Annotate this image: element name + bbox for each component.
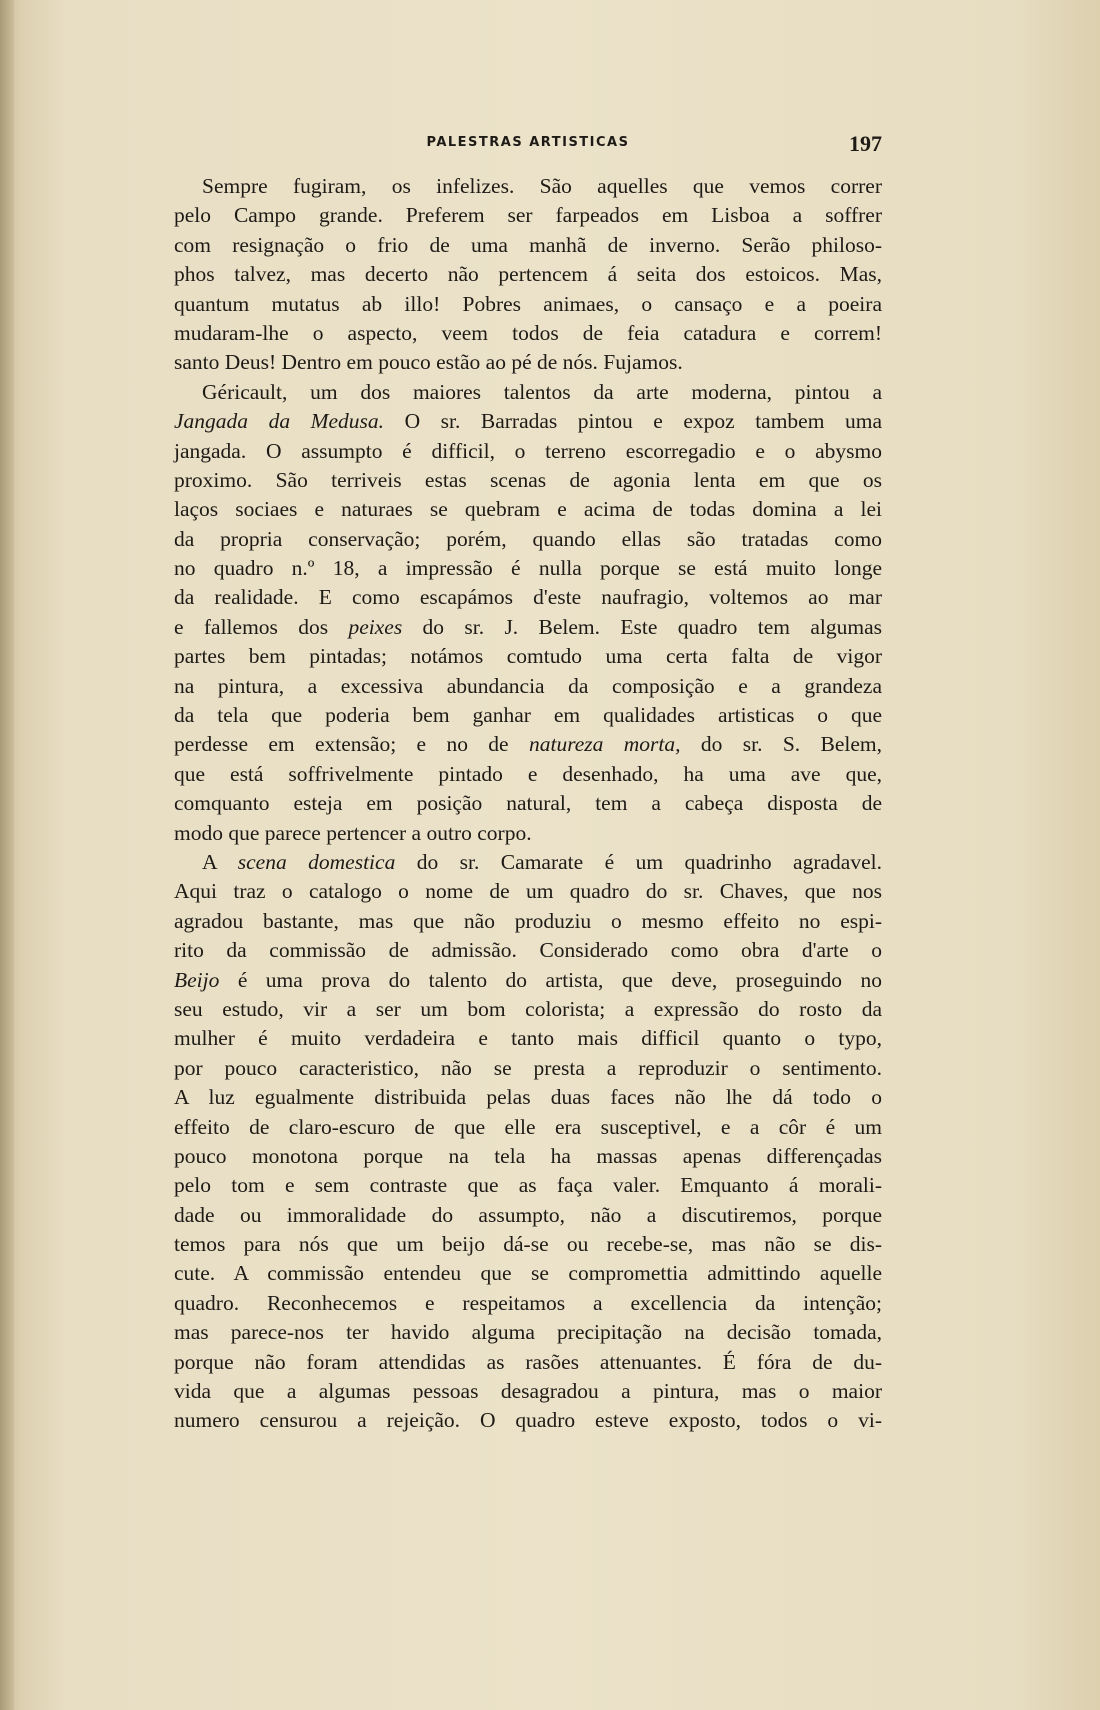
text-segment: proximo. São terriveis estas scenas de agonia lenta em que os [174, 467, 882, 492]
text-segment: seu estudo, vir a ser um bom colorista; a expressão do rosto da [174, 996, 882, 1021]
running-head [174, 131, 882, 161]
text-segment: mulher é muito verdadeira e tanto mais difficil quanto o typo, [174, 1026, 882, 1051]
body-text [174, 172, 882, 1436]
text-segment: O sr. Barradas pintou e expoz tambem uma [384, 409, 882, 434]
text-segment: vida que a algumas pessoas desagradou a pintura, mas o maior [174, 1379, 882, 1404]
text-segment: que está soffrivelmente pintado e desenhado, ha uma ave que, [174, 761, 882, 786]
text-segment: mudaram-lhe o aspecto, veem todos de feia catadura e correm! [174, 320, 882, 345]
text-line [174, 966, 882, 995]
text-line [174, 1377, 882, 1406]
text-line [174, 848, 882, 877]
text-segment: A [202, 849, 238, 874]
text-segment: partes bem pintadas; notámos comtudo uma certa falta de vigor [174, 644, 882, 669]
text-line [174, 1054, 882, 1083]
text-line [174, 789, 882, 818]
text-segment: pelo Campo grande. Preferem ser farpeados em Lisboa a soffrer [174, 203, 882, 228]
running-title: PALESTRAS ARTISTICAS [426, 135, 630, 150]
text-line [174, 437, 882, 466]
text-segment: por pouco caracteristico, não se presta a reproduzir o sentimento. [174, 1055, 882, 1080]
text-segment: comquanto esteja em posição natural, tem a cabeça disposta de [174, 791, 882, 816]
text-line [174, 231, 882, 260]
text-segment: dade ou immoralidade do assumpto, não a discutiremos, porque [174, 1202, 882, 1227]
text-line [174, 907, 882, 936]
text-segment: temos para nós que um beijo dá-se ou recebe-se, mas não se dis- [174, 1232, 882, 1257]
text-segment: do sr. J. Belem. Este quadro tem algumas [402, 614, 883, 639]
text-segment: quantum mutatus ab illo! Pobres animaes, o cansaço e a poeira [174, 291, 882, 316]
text-segment: pouco monotona porque na tela ha massas apenas differençadas [174, 1143, 882, 1168]
text-line [174, 466, 882, 495]
text-line [174, 378, 882, 407]
text-line [174, 701, 882, 730]
text-line [174, 1171, 882, 1200]
text-line [174, 201, 882, 230]
text-segment: porque não foram attendidas as rasões attenuantes. É fóra de du- [174, 1349, 882, 1374]
text-line [174, 407, 882, 436]
text-line [174, 730, 882, 759]
text-line [174, 642, 882, 671]
text-line [174, 1113, 882, 1142]
italic-text: peixes [348, 614, 403, 639]
text-segment: Sempre fugiram, os infelizes. São aquelles que vemos correr [202, 174, 882, 198]
text-segment: com resignação o frio de uma manhã de inverno. Serão philoso- [174, 232, 882, 257]
text-line [174, 613, 882, 642]
text-segment: modo que parece pertencer a outro corpo. [174, 820, 532, 845]
text-segment: santo Deus! Dentro em pouco estão ao pé de nós. Fujamos. [174, 350, 683, 375]
text-segment: pelo tom e sem contraste que as faça valer. Emquanto á morali- [174, 1173, 882, 1198]
text-segment: A luz egualmente distribuida pelas duas faces não lhe dá todo o [174, 1085, 882, 1110]
text-line [174, 995, 882, 1024]
text-line [174, 1348, 882, 1377]
text-line [174, 1289, 882, 1318]
text-line [174, 172, 882, 201]
text-segment: numero censurou a rejeição. O quadro esteve exposto, todos o vi- [174, 1408, 882, 1433]
text-line [174, 819, 882, 848]
italic-text: Jangada da Medusa. [174, 409, 385, 434]
text-segment: jangada. O assumpto é difficil, o terreno escorregadio e o abysmo [174, 438, 882, 463]
text-segment: do sr. S. Belem, [680, 732, 883, 757]
text-segment: no quadro n.º 18, a impressão é nulla porque se está muito longe [174, 556, 882, 581]
text-segment: do sr. Camarate é um quadrinho agradavel. [395, 849, 882, 874]
text-line [174, 290, 882, 319]
text-line [174, 554, 882, 583]
text-segment: Aqui traz o catalogo o nome de um quadro do sr. Chaves, que nos [174, 879, 882, 904]
text-line [174, 1230, 882, 1259]
text-line [174, 1083, 882, 1112]
text-line [174, 1201, 882, 1230]
text-segment: Géricault, um dos maiores talentos da arte moderna, pintou a [202, 379, 882, 404]
text-line [174, 672, 882, 701]
text-line [174, 1318, 882, 1347]
text-segment: phos talvez, mas decerto não pertencem á seita dos estoicos. Mas, [174, 262, 882, 287]
page-gutter [0, 0, 14, 1710]
text-line [174, 877, 882, 906]
text-segment: na pintura, a excessiva abundancia da composição e a grandeza [174, 673, 882, 698]
text-segment: rito da commissão de admissão. Considerado como obra d'arte o [174, 938, 882, 963]
page-number: 197 [849, 131, 882, 156]
text-line [174, 319, 882, 348]
text-segment: da propria conservação; porém, quando ellas são tratadas como [174, 526, 882, 551]
text-segment: quadro. Reconhecemos e respeitamos a excellencia da intenção; [174, 1290, 882, 1315]
text-segment: effeito de claro-escuro de que elle era susceptivel, e a côr é um [174, 1114, 882, 1139]
text-segment: é uma prova do talento do artista, que deve, proseguindo no [219, 967, 882, 992]
text-line [174, 583, 882, 612]
text-line [174, 525, 882, 554]
text-line [174, 1142, 882, 1171]
text-segment: mas parece-nos ter havido alguma precipitação na decisão tomada, [174, 1320, 882, 1345]
italic-text: Beijo [174, 967, 220, 992]
text-segment: da tela que poderia bem ganhar em qualidades artisticas o que [174, 703, 882, 728]
text-line [174, 1259, 882, 1288]
text-line [174, 936, 882, 965]
text-line [174, 495, 882, 524]
text-line [174, 348, 882, 377]
text-segment: e fallemos dos [174, 614, 349, 639]
text-segment: perdesse em extensão; e no de [174, 732, 529, 757]
text-segment: agradou bastante, mas que não produziu o mesmo effeito no espi- [174, 908, 882, 933]
italic-text: natureza morta, [528, 732, 681, 757]
text-line [174, 260, 882, 289]
text-segment: cute. A commissão entendeu que se compromettia admittindo aquelle [174, 1261, 882, 1286]
text-line [174, 1024, 882, 1053]
italic-text: scena domestica [237, 849, 396, 874]
text-segment: laços sociaes e naturaes se quebram e acima de todas domina a lei [174, 497, 882, 522]
text-segment: da realidade. E como escapámos d'este naufragio, voltemos ao mar [174, 585, 882, 610]
text-line [174, 1406, 882, 1435]
text-line [174, 760, 882, 789]
